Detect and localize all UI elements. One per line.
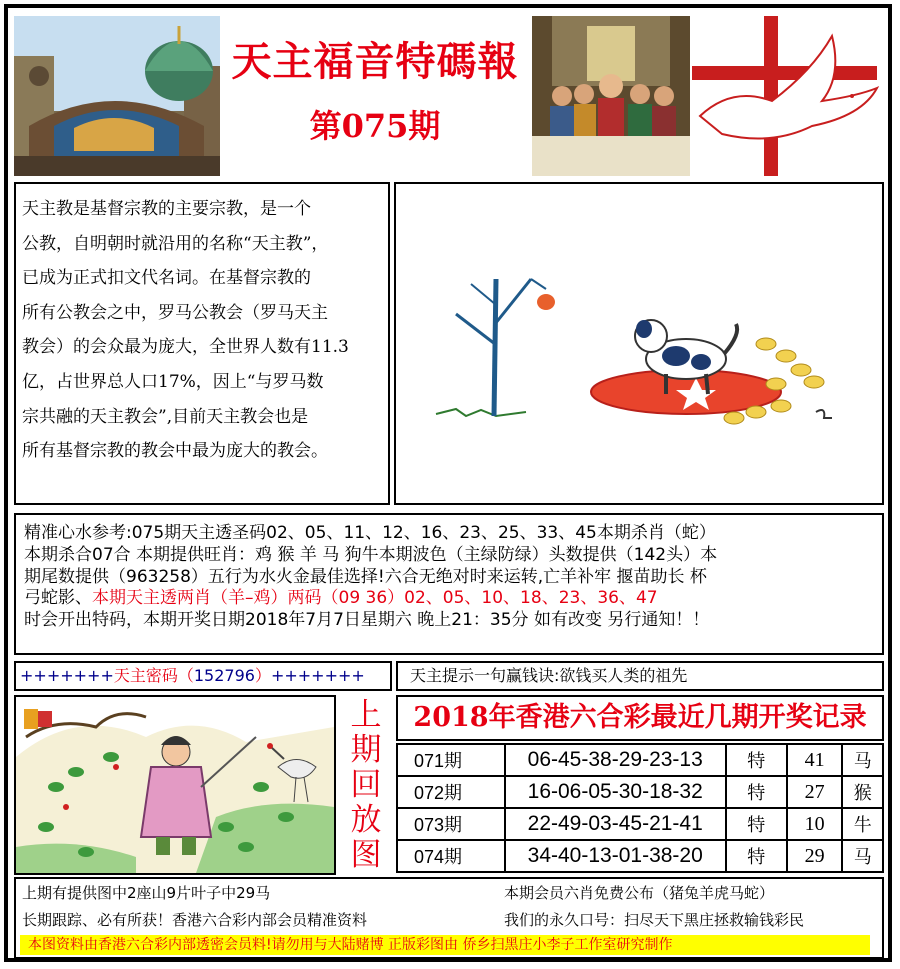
row-te: 特 [726,808,787,840]
intro-line: 所有基督宗教的教会中最为庞大的教会。 [22,441,328,462]
replay-char: 放 [350,802,382,838]
row-special: 41 [787,744,843,776]
replay-label [340,698,392,874]
password-code: 152796 [193,666,255,685]
row-special: 27 [787,776,843,808]
tips-line [24,588,880,610]
tips-line: 期尾数提供（963258）五行为水火金最佳选择!六合无绝对时来运转,亡羊补牢 揠苗助长 杯 [24,566,707,587]
row-te: 特 [726,840,787,872]
row-zodiac: 马 [842,840,883,872]
replay-char: 期 [350,732,382,768]
footer-right-2: 我们的永久口号：扫尽天下黑庄拯救输钱彩民 [504,911,805,929]
issue-number: 第075期 [309,107,441,145]
tips-line: 本期杀合07合 本期提供旺肖：鸡 猴 羊 马 狗牛本期波色（主绿防绿）头数提供（142头）本 [24,544,718,565]
intro-line: 天主教是基督宗教的主要宗教，是一个 [22,199,311,219]
results-row [397,744,883,776]
header-cross-dove-image [692,16,884,176]
footer-banner-text: 本图资料由香港六合彩内部透密会员料!请勿用与大陆赌博 正版彩图由 侨乡扫黑庄小李子工作室研究制作 [28,937,673,953]
replay-char: 图 [350,837,382,873]
intro-line: 公教，自明朝时就沿用的名称“天主教”， [22,233,329,254]
row-numbers: 16-06-05-30-18-32 [505,776,726,808]
footer-right-1: 本期会员六肖免费公布（猪兔羊虎马蛇） [504,884,775,902]
row-te: 特 [726,744,787,776]
hint-text: 天主提示一句赢钱诀:欲钱买人类的祖先 [410,666,688,685]
results-table [396,743,884,873]
dog-gold-illustration [394,182,884,505]
intro-box [14,182,390,505]
intro-text [22,192,388,469]
row-issue: 072期 [397,776,505,808]
hint-box [396,661,884,691]
results-title: 2018年香港六合彩最近几期开奖记录 [413,702,867,733]
footer-left-1: 上期有提供图中2座山9片叶子中29马 [22,884,271,902]
results-row [397,776,883,808]
password-box [14,661,392,691]
row-issue: 071期 [397,744,505,776]
intro-line: 宗共融的天主教会”,目前天主教会也是 [22,406,309,427]
tips-text: 弓蛇影、 [24,588,92,609]
header-title-area [222,16,528,176]
tips-line: 精准心水参考:075期天主透圣码02、05、11、12、16、23、25、33、45本期杀肖（蛇） [24,523,716,543]
row-numbers: 22-49-03-45-21-41 [505,808,726,840]
replay-char: 回 [350,767,382,803]
footer-left-2: 长期跟踪、必有所获！香港六合彩内部会员精准资料 [22,911,368,929]
tips-highlight: 本期天主透两肖（羊–鸡）两码（09 36）02、05、10、18、23、36、47 [92,588,658,609]
header-lastsupper-image [532,16,690,176]
row-zodiac: 猴 [842,776,883,808]
results-row [397,808,883,840]
password-plus: +++++++ [20,666,114,685]
replay-illustration [14,695,336,875]
intro-line: 所有公教会之中，罗马公教会（罗马天主 [22,302,328,323]
intro-line: 亿，占世界总人口17%，因上“与罗马数 [22,371,324,392]
footer-box [14,877,884,959]
row-issue: 074期 [397,840,505,872]
password-label: 天主密码（ [113,666,194,685]
row-special: 10 [787,808,843,840]
page-title: 天主福音特碼報 [231,38,519,85]
row-numbers: 06-45-38-29-23-13 [505,744,726,776]
results-title-box [396,695,884,741]
footer-banner [20,935,870,955]
replay-char: 上 [350,697,382,733]
row-issue: 073期 [397,808,505,840]
intro-line: 已成为正式扣文代名词。在基督宗教的 [22,268,311,289]
password-label-end: ） [254,666,271,685]
intro-line: 教会）的会众最为庞大，全世界人数有11.3 [22,337,349,358]
tips-line: 时会开出特码，本期开奖日期2018年7月7日星期六 晚上21：35分 如有改变 另行通知！！ [24,610,710,631]
tips-box [14,513,884,655]
password-plus: +++++++ [270,666,365,685]
header-church-image [14,16,220,176]
row-zodiac: 马 [842,744,883,776]
row-special: 29 [787,840,843,872]
row-zodiac: 牛 [842,808,883,840]
results-row [397,840,883,872]
row-te: 特 [726,776,787,808]
row-numbers: 34-40-13-01-38-20 [505,840,726,872]
